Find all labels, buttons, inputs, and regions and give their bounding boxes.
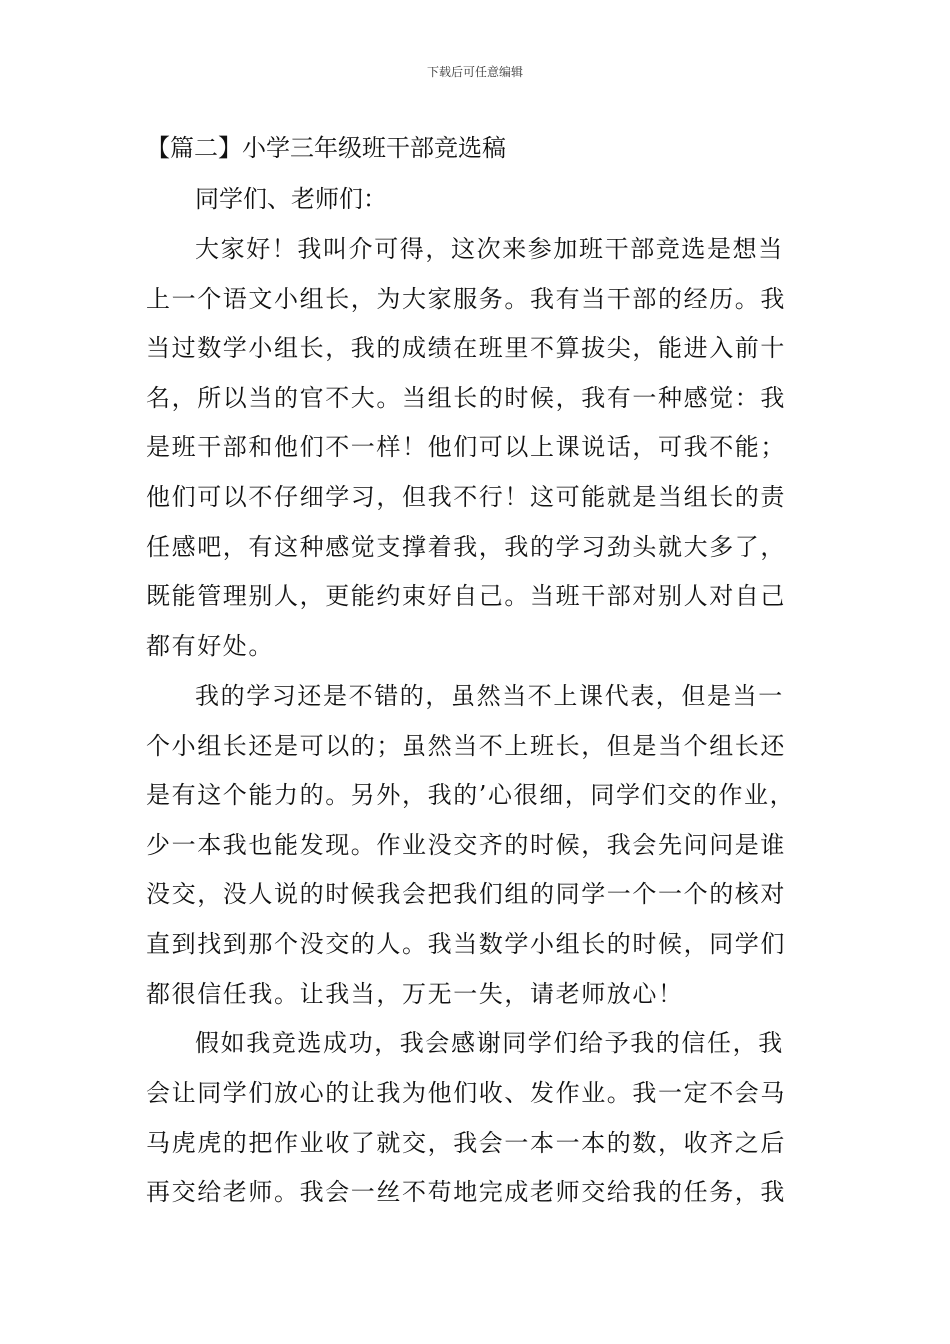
paragraph-1-line-2: 上一个语文小组长，为大家服务。我有当干部的经历。我 (146, 285, 786, 313)
paragraph-2-line-6: 直到找到那个没交的人。我当数学小组长的时候，同学们 (146, 930, 786, 958)
paragraph-2-line-3: 是有这个能力的。另外，我的’心很细，同学们交的作业， (146, 781, 796, 809)
paragraph-3-line-4: 再交给老师。我会一丝不苟地完成老师交给我的任务，我 (146, 1178, 786, 1206)
paragraph-1-line-3: 当过数学小组长，我的成绩在班里不算拔尖，能进入前十 (146, 334, 786, 362)
paragraph-1-line-7: 任感吧，有这种感觉支撑着我，我的学习劲头就大多了， (146, 533, 786, 561)
paragraph-3-line-2: 会让同学们放心的让我为他们收、发作业。我一定不会马 (146, 1079, 786, 1107)
document-title: 【篇二】小学三年级班干部竞选稿 (146, 134, 506, 162)
paragraph-2-line-4: 少一本我也能发现。作业没交齐的时候，我会先问问是谁 (146, 831, 786, 859)
header-note: 下载后可任意编辑 (426, 65, 523, 79)
paragraph-3-line-1: 假如我竞选成功，我会感谢同学们给予我的信任，我 (195, 1029, 784, 1057)
paragraph-2-line-1: 我的学习还是不错的，虽然当不上课代表，但是当一 (195, 682, 784, 710)
paragraph-1-line-5: 是班干部和他们不一样！他们可以上课说话，可我不能； (146, 433, 786, 461)
paragraph-3-line-3: 马虎虎的把作业收了就交，我会一本一本的数，收齐之后 (146, 1129, 786, 1157)
paragraph-2-line-5: 没交，没人说的时候我会把我们组的同学一个一个的核对 (146, 880, 786, 908)
paragraph-2-line-7: 都很信任我。让我当，万无一失，请老师放心！ (146, 980, 684, 1008)
paragraph-1-line-8: 既能管理别人，更能约束好自己。当班干部对别人对自己 (146, 582, 786, 610)
paragraph-1-line-1: 大家好！我叫介可得，这次来参加班干部竞选是想当 (195, 235, 784, 263)
paragraph-2-line-2: 个小组长还是可以的；虽然当不上班长，但是当个组长还 (146, 732, 786, 760)
paragraph-1-line-6: 他们可以不仔细学习，但我不行！这可能就是当组长的责 (146, 483, 786, 511)
paragraph-1-line-9: 都有好处。 (146, 632, 274, 660)
salutation: 同学们、老师们： (195, 185, 387, 213)
paragraph-1-line-4: 名，所以当的官不大。当组长的时候，我有一种感觉：我 (146, 384, 786, 412)
